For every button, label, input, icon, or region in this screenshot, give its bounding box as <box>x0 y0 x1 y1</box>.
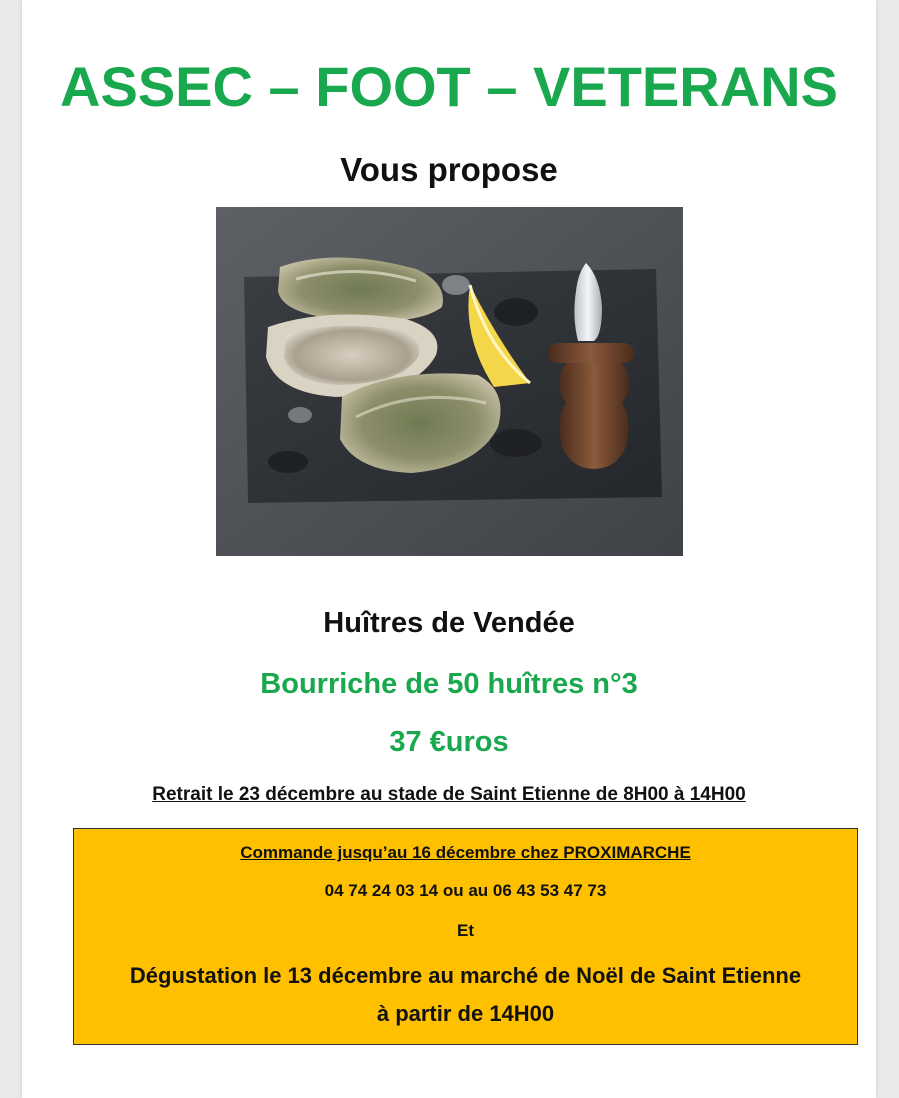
tasting-line-2: à partir de 14H00 <box>376 1001 555 1026</box>
pickup-info: Retrait le 23 décembre au stade de Saint Etienne de 8H00 à 14H00 <box>152 784 746 805</box>
price: 37 €uros <box>389 726 509 758</box>
flyer-title: ASSEC – FOOT – VETERANS <box>60 55 838 118</box>
order-info-box <box>73 828 858 1045</box>
product-name: Huîtres de Vendée <box>323 607 575 639</box>
and-label: Et <box>457 921 474 940</box>
flyer-subtitle: Vous propose <box>340 151 558 188</box>
flyer-page <box>22 0 876 1098</box>
oysters-photo <box>216 207 683 556</box>
tasting-line-1: Dégustation le 13 décembre au marché de Noël de Saint Etienne <box>129 963 802 988</box>
tasting-info <box>74 957 857 1033</box>
offer-description: Bourriche de 50 huîtres n°3 <box>260 668 638 700</box>
order-deadline: Commande jusqu’au 16 décembre chez PROXIMARCHE <box>240 843 691 862</box>
phone-numbers: 04 74 24 03 14 ou au 06 43 53 47 73 <box>324 881 607 900</box>
